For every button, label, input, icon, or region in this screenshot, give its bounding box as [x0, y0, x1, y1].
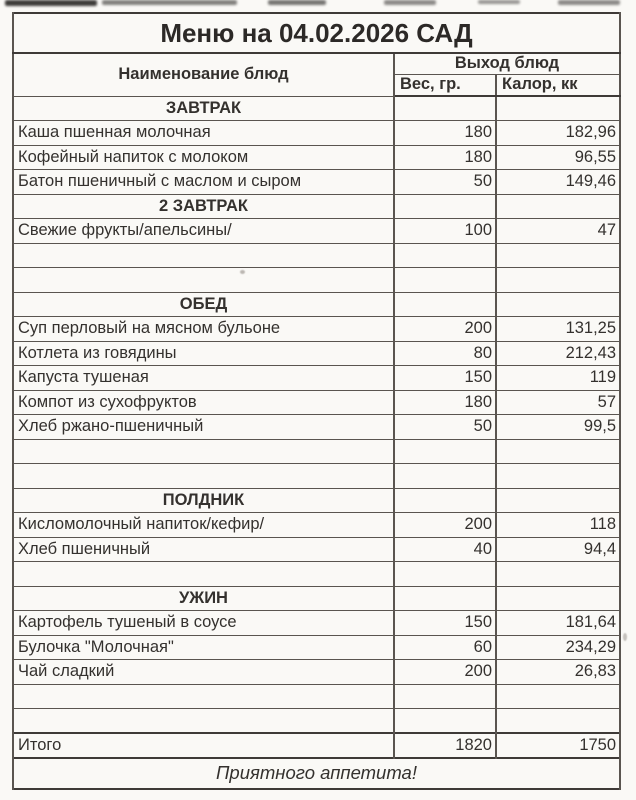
dish-name-cell: Свежие фрукты/апельсины/ — [13, 219, 394, 244]
menu-item-row — [13, 145, 620, 170]
weight-cell — [394, 292, 496, 317]
menu-item-row — [13, 170, 620, 195]
empty-row — [13, 464, 620, 489]
weight-cell: 200 — [394, 513, 496, 538]
weight-cell — [394, 194, 496, 219]
scan-smudge — [478, 0, 520, 4]
calories-cell — [496, 96, 620, 121]
dish-name-cell: ЗАВТРАК — [13, 96, 394, 121]
empty-row — [13, 709, 620, 734]
calories-cell: 119 — [496, 366, 620, 391]
dish-name-cell — [13, 243, 394, 268]
table-header-row — [13, 53, 620, 74]
weight-cell — [394, 464, 496, 489]
total-row — [13, 733, 620, 758]
column-header-weight: Вес, гр. — [394, 74, 496, 96]
weight-cell — [394, 439, 496, 464]
weight-cell: 150 — [394, 611, 496, 636]
dish-name-cell: УЖИН — [13, 586, 394, 611]
calories-cell — [496, 243, 620, 268]
weight-cell: 100 — [394, 219, 496, 244]
dish-name-cell — [13, 709, 394, 734]
menu-section-row — [13, 96, 620, 121]
empty-row — [13, 439, 620, 464]
dish-name-cell: Капуста тушеная — [13, 366, 394, 391]
weight-cell: 200 — [394, 317, 496, 342]
calories-cell — [496, 709, 620, 734]
calories-cell — [496, 586, 620, 611]
empty-row — [13, 562, 620, 587]
calories-cell — [496, 268, 620, 293]
weight-cell — [394, 562, 496, 587]
calories-cell: 47 — [496, 219, 620, 244]
menu-section-row — [13, 586, 620, 611]
calories-cell: 212,43 — [496, 341, 620, 366]
menu-table — [12, 12, 621, 790]
menu-item-row — [13, 219, 620, 244]
weight-cell — [394, 709, 496, 734]
column-header-dish-name: Наименование блюд — [13, 53, 394, 96]
calories-cell — [496, 194, 620, 219]
empty-row — [13, 684, 620, 709]
scan-smudge — [268, 0, 326, 5]
calories-cell — [496, 684, 620, 709]
scan-smudge — [5, 0, 97, 6]
weight-cell: 40 — [394, 537, 496, 562]
menu-section-row — [13, 194, 620, 219]
calories-cell: 131,25 — [496, 317, 620, 342]
footer-message: Приятного аппетита! — [13, 758, 620, 789]
dish-name-cell: Батон пшеничный с маслом и сыром — [13, 170, 394, 195]
dish-name-cell — [13, 268, 394, 293]
weight-cell: 180 — [394, 121, 496, 146]
weight-cell: 180 — [394, 390, 496, 415]
dish-name-cell — [13, 562, 394, 587]
dish-name-cell: Суп перловый на мясном бульоне — [13, 317, 394, 342]
weight-cell: 200 — [394, 660, 496, 685]
column-group-header-output: Выход блюд — [394, 53, 620, 74]
calories-cell: 57 — [496, 390, 620, 415]
dish-name-cell: Картофель тушеный в соусе — [13, 611, 394, 636]
dish-name-cell: Хлеб пшеничный — [13, 537, 394, 562]
footer-row — [13, 758, 620, 789]
menu-item-row — [13, 537, 620, 562]
menu-item-row — [13, 660, 620, 685]
weight-cell: 1820 — [394, 733, 496, 758]
calories-cell — [496, 464, 620, 489]
menu-item-row — [13, 390, 620, 415]
scan-smudge — [558, 0, 620, 5]
dish-name-cell: Каша пшенная молочная — [13, 121, 394, 146]
weight-cell: 60 — [394, 635, 496, 660]
menu-item-row — [13, 513, 620, 538]
calories-cell: 99,5 — [496, 415, 620, 440]
weight-cell — [394, 96, 496, 121]
weight-cell: 50 — [394, 170, 496, 195]
menu-section-row — [13, 488, 620, 513]
calories-cell: 1750 — [496, 733, 620, 758]
dish-name-cell: 2 ЗАВТРАК — [13, 194, 394, 219]
dish-name-cell — [13, 684, 394, 709]
calories-cell: 118 — [496, 513, 620, 538]
dish-name-cell: ОБЕД — [13, 292, 394, 317]
menu-item-row — [13, 415, 620, 440]
calories-cell — [496, 488, 620, 513]
dish-name-cell: Хлеб ржано-пшеничный — [13, 415, 394, 440]
column-header-calories: Калор, кк — [496, 74, 620, 96]
calories-cell: 149,46 — [496, 170, 620, 195]
calories-cell — [496, 292, 620, 317]
page-title: Меню на 04.02.2026 САД — [13, 13, 620, 53]
title-row — [13, 13, 620, 53]
dish-name-cell: ПОЛДНИК — [13, 488, 394, 513]
calories-cell — [496, 439, 620, 464]
menu-item-row — [13, 341, 620, 366]
dish-name-cell: Котлета из говядины — [13, 341, 394, 366]
calories-cell: 96,55 — [496, 145, 620, 170]
dish-name-cell — [13, 464, 394, 489]
calories-cell: 181,64 — [496, 611, 620, 636]
weight-cell — [394, 243, 496, 268]
menu-item-row — [13, 317, 620, 342]
calories-cell: 234,29 — [496, 635, 620, 660]
dish-name-cell: Булочка "Молочная" — [13, 635, 394, 660]
weight-cell — [394, 488, 496, 513]
menu-body — [13, 96, 620, 758]
menu-item-row — [13, 366, 620, 391]
empty-row — [13, 268, 620, 293]
calories-cell: 26,83 — [496, 660, 620, 685]
weight-cell: 150 — [394, 366, 496, 391]
calories-cell: 182,96 — [496, 121, 620, 146]
dish-name-cell: Итого — [13, 733, 394, 758]
dish-name-cell: Кофейный напиток с молоком — [13, 145, 394, 170]
dish-name-cell: Компот из сухофруктов — [13, 390, 394, 415]
dish-name-cell: Чай сладкий — [13, 660, 394, 685]
menu-section-row — [13, 292, 620, 317]
dish-name-cell: Кисломолочный напиток/кефир/ — [13, 513, 394, 538]
menu-item-row — [13, 635, 620, 660]
menu-item-row — [13, 611, 620, 636]
empty-row — [13, 243, 620, 268]
weight-cell — [394, 268, 496, 293]
scan-speck — [623, 633, 627, 641]
weight-cell — [394, 684, 496, 709]
weight-cell — [394, 586, 496, 611]
weight-cell: 50 — [394, 415, 496, 440]
menu-item-row — [13, 121, 620, 146]
dish-name-cell — [13, 439, 394, 464]
calories-cell — [496, 562, 620, 587]
scan-smudge — [384, 0, 436, 5]
weight-cell: 80 — [394, 341, 496, 366]
scan-smudge — [102, 0, 237, 5]
calories-cell: 94,4 — [496, 537, 620, 562]
weight-cell: 180 — [394, 145, 496, 170]
